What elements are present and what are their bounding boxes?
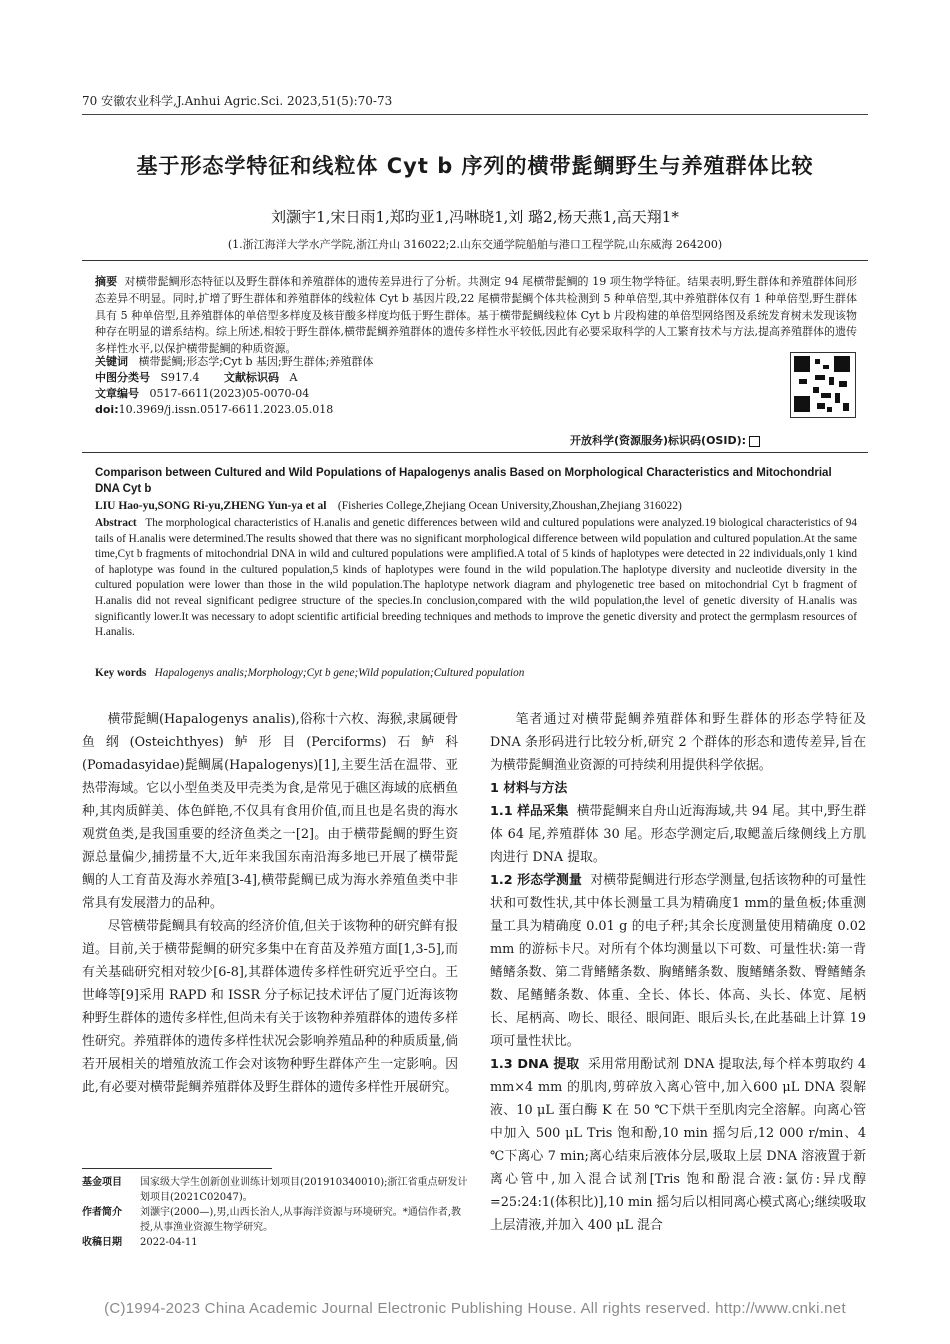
abstract-cn (95, 274, 857, 358)
clc-row (95, 370, 595, 386)
article-no-row (95, 386, 595, 402)
osid-mini-icon (749, 436, 760, 447)
keywords-value: 横带髭鲷;形态学;Cyt b 基因;野生群体;养殖群体 (138, 355, 374, 368)
body-paragraph: 笔者通过对横带髭鲷养殖群体和野生群体的形态学特征及 DNA 条形码进行比较分析,研究 2 个群体的形态和遗传差异,旨在为横带髭鲷渔业资源的可持续利用提供科学依据。 (490, 712, 866, 773)
divider (82, 260, 868, 261)
footnote-author (82, 1205, 472, 1235)
abstract-en-text: The morphological characteristics of H.analis and genetic differences between wild and cultured populations were analyzed.19 biological characteristics of 94 tails of H.analis were determined.The results showed that there was no significant morphological difference between wild population and cultured population.At the same time,Cyt b fragments of mitochondrial DNA in wild and cultured populations were amplified.A total of 5 kinds of haplotypes were detected in 22 individuals,only 1 kind of haplotype was found in the cultured population,5 kinds of haplotypes were found in the wild population.The haplotype diversity and nucleotide diversity in the cultured population were lower than those in the wild population.The haplotype network diagram and phylogenetic tree based on mitochondrial Cyt b fragment of H.analis did not reveal significant pedigree structure of the species.In conclusion,compared with the wild population,the level of genetic diversity of H.analis was significantly lower.It was necessary to adopt scientific artificial breeding techniques and methods to improve the genetic diversity and protect the germplasm resources of H.analis. (95, 517, 857, 639)
authors-cn: 刘灏宇1,宋日雨1,郑昀亚1,冯啉晓1,刘 璐2,杨天燕1,高天翔1* (271, 208, 679, 226)
authors-en-names: LIU Hao-yu,SONG Ri-yu,ZHENG Yun-ya et al (95, 500, 327, 512)
authors-en (95, 500, 857, 512)
doc-code-value: A (289, 371, 298, 384)
subsection-1-2 (490, 869, 866, 1053)
author-bio-label: 作者简介 (82, 1207, 122, 1218)
footnotes (82, 1175, 472, 1250)
received-date-label: 收稿日期 (82, 1237, 122, 1248)
article-meta (95, 354, 595, 418)
copyright-watermark: (C)1994-2023 China Academic Journal Electronic Publishing House. All rights reserved. http://www.cnki.net (104, 1300, 846, 1317)
fund-label: 基金项目 (82, 1177, 122, 1188)
received-date-value: 2022-04-11 (140, 1237, 198, 1248)
abstract-cn-text: 对横带髭鲷形态特征以及野生群体和养殖群体的遗传差异进行了分析。共测定 94 尾横带髭鲷的 19 项生物学特征。结果表明,野生群体和养殖群体间形态差异不明显。同时,扩增了野生群体和养殖群体的线粒体 Cyt b 基因片段,22 尾横带髭鲷个体共检测到 5 种单倍型,其中养殖群体仅有 1 种单倍型,野生群体具有 5 种单倍型,且养殖群体的单倍型多样度及核苷酸多样度均低于野生群体。基于横带髭鲷线粒体 Cyt b 片段构建的单倍型网络图及系统发育树未发现该物种存在明显的谱系结构。综上所述,相较于野生群体,横带髭鲷养殖群体的遗传多样性水平较低,因此有必要采取科学的人工繁育技术与方法,提高养殖群体的遗传多样性水平,以保护横带髭鲷的种质资源。 (95, 275, 858, 356)
clc-value: S917.4 (160, 371, 200, 384)
subsection-1-3 (490, 1053, 866, 1237)
subsection-label: 1.1 样品采集 (490, 804, 569, 819)
subsection-text: 采用常用酚试剂 DNA 提取法,每个样本剪取约 4 mm×4 mm 的肌肉,剪碎放入离心管中,加入600 μL DNA 裂解液、10 μL 蛋白酶 K 在 50 ℃下烘干至肌肉完全溶解。向离心管中加入 500 μL Tris 饱和酚,10 min 摇匀后,12 000 r/min、4 ℃下离心 7 min;离心结束后液体分层,吸取上层 DNA 溶液置于新离心管中,加入混合试剂[Tris 饱和酚混合液:氯仿:异戊醇=25:24:1(体积比)],10 min 摇匀后以相同离心模式离心;继续吸取上层清液,并加入 400 μL 混合 (490, 1057, 866, 1233)
footnote-rule (82, 1168, 272, 1169)
keywords-en (95, 667, 857, 679)
article-no-value: 0517-6611(2023)05-0070-04 (149, 387, 310, 400)
article-no-label: 文章编号 (95, 387, 139, 400)
body-paragraph: 横带髭鲷(Hapalogenys analis),俗称十六枚、海猴,隶属硬骨鱼纲(Osteichthyes)鲈形目(Perciforms)石鲈科(Pomadasyidae)髭鲷属(Hapalogenys)[1],主要生活在温带、亚热带海域。它以小型鱼类及甲壳类为食,是常见于礁区海域的底栖鱼种,其肉质鲜美、体色鲜艳,不仅具有食用价值,而且也是名贵的海水观赏鱼类,是我国重要的经济鱼类之一[2]。由于横带髭鲷的野生资源总量偏少,捕捞量不大,近年来我国东南沿海多地已开展了横带髭鲷的人工育苗及海水养殖[3-4],横带髭鲷已成为海水养殖鱼类中非常具有发展潜力的品种。 (82, 712, 458, 911)
body-paragraph: 尽管横带髭鲷具有较高的经济价值,但关于该物种的研究鲜有报道。目前,关于横带髭鲷的研究多集中在育苗及养殖方面[1,3-5],而有关基础研究相对较少[6-8],其群体遗传多样性研究近乎空白。王世峰等[9]采用 RAPD 和 ISSR 分子标记技术评估了厦门近海该物种野生群体的遗传多样性,但尚未有关于该物种养殖群体的遗传多样性研究。养殖群体的遗传多样性状况会影响养殖品种的种质质量,倘若开展相关的增殖放流工作会对该物种野生群体产生一定影响。因此,有必要对横带髭鲷养殖群体及野生群体的遗传多样性开展研究。 (82, 919, 458, 1095)
abstract-cn-label: 摘要 (95, 275, 118, 288)
osid-qr-code[interactable] (790, 352, 856, 418)
keywords-label: 关键词 (95, 355, 128, 368)
subsection-text: 横带髭鲷来自舟山近海海域,共 94 尾。其中,野生群体 64 尾,养殖群体 30 尾。形态学测定后,取鳃盖后缘侧线上方肌肉进行 DNA 提取。 (490, 804, 867, 865)
doc-code-label: 文献标识码 (224, 371, 280, 384)
keywords-en-label: Key words (95, 667, 147, 679)
divider (82, 452, 868, 453)
subsection-label: 1.2 形态学测量 (490, 873, 582, 888)
doi-value[interactable]: 10.3969/j.issn.0517-6611.2023.05.018 (118, 403, 334, 416)
paper-title-cn: 基于形态学特征和线粒体 Cyt b 序列的横带髭鲷野生与养殖群体比较 (136, 154, 814, 178)
affiliation-en: (Fisheries College,Zhejiang Ocean University,Zhoushan,Zhejiang 316022) (337, 500, 682, 512)
clc-label: 中图分类号 (95, 371, 150, 384)
paper-title-en: Comparison between Cultured and Wild Populations of Hapalogenys analis Based on Morphological Characteristics and Mitochondrial DNA Cyt b (95, 467, 832, 495)
body-left-column (82, 708, 458, 1099)
section-heading: 1 材料与方法 (490, 781, 568, 796)
abstract-en-label: Abstract (95, 517, 137, 529)
footnote-fund (82, 1175, 472, 1205)
author-bio-text: 刘灏宇(2000—),男,山西长治人,从事海洋资源与环境研究。*通信作者,教授,从事渔业资源生物学研究。 (140, 1207, 461, 1233)
affiliation-cn: (1.浙江海洋大学水产学院,浙江舟山 316022;2.山东交通学院船舶与港口工程学院,山东威海 264200) (227, 238, 723, 251)
fund-text: 国家级大学生创新创业训练计划项目(201910340010);浙江省重点研发计划项目(2021C02047)。 (140, 1177, 468, 1203)
header-rule (82, 114, 868, 115)
footnote-date (82, 1235, 472, 1250)
subsection-text: 对横带髭鲷进行形态学测量,包括该物种的可量性状和可数性状,其中体长测量工具为精确度1 mm的量鱼板;体重测量工具为精确度 0.01 g 的电子秤;其余长度测量使用精确度 0.02 mm 的游标卡尺。对所有个体均测量以下可数、可量性状:第一背鳍鳍条数、第二背鳍鳍条数、胸鳍鳍条数、腹鳍鳍条数、臀鳍鳍条数、尾鳍鳍条数、体重、全长、体长、体高、头长、体宽、尾柄长、尾柄高、吻长、眼径、眼间距、眼后头长,在此基础上计算 19 项可量性状比。 (490, 873, 867, 1049)
doi-row (95, 402, 595, 418)
osid-label: 开放科学(资源服务)标识码(OSID): (570, 432, 760, 448)
abstract-en (95, 516, 857, 641)
subsection-label: 1.3 DNA 提取 (490, 1057, 580, 1072)
body-right-column (490, 708, 866, 1237)
keywords-en-value: Hapalogenys analis;Morphology;Cyt b gene;Wild population;Cultured population (154, 667, 525, 679)
subsection-1-1 (490, 800, 866, 869)
doi-label: doi: (95, 403, 119, 416)
running-header: 70 安徽农业科学,J.Anhui Agric.Sci. 2023,51(5):70-73 (82, 94, 393, 108)
keywords-row (95, 354, 595, 370)
